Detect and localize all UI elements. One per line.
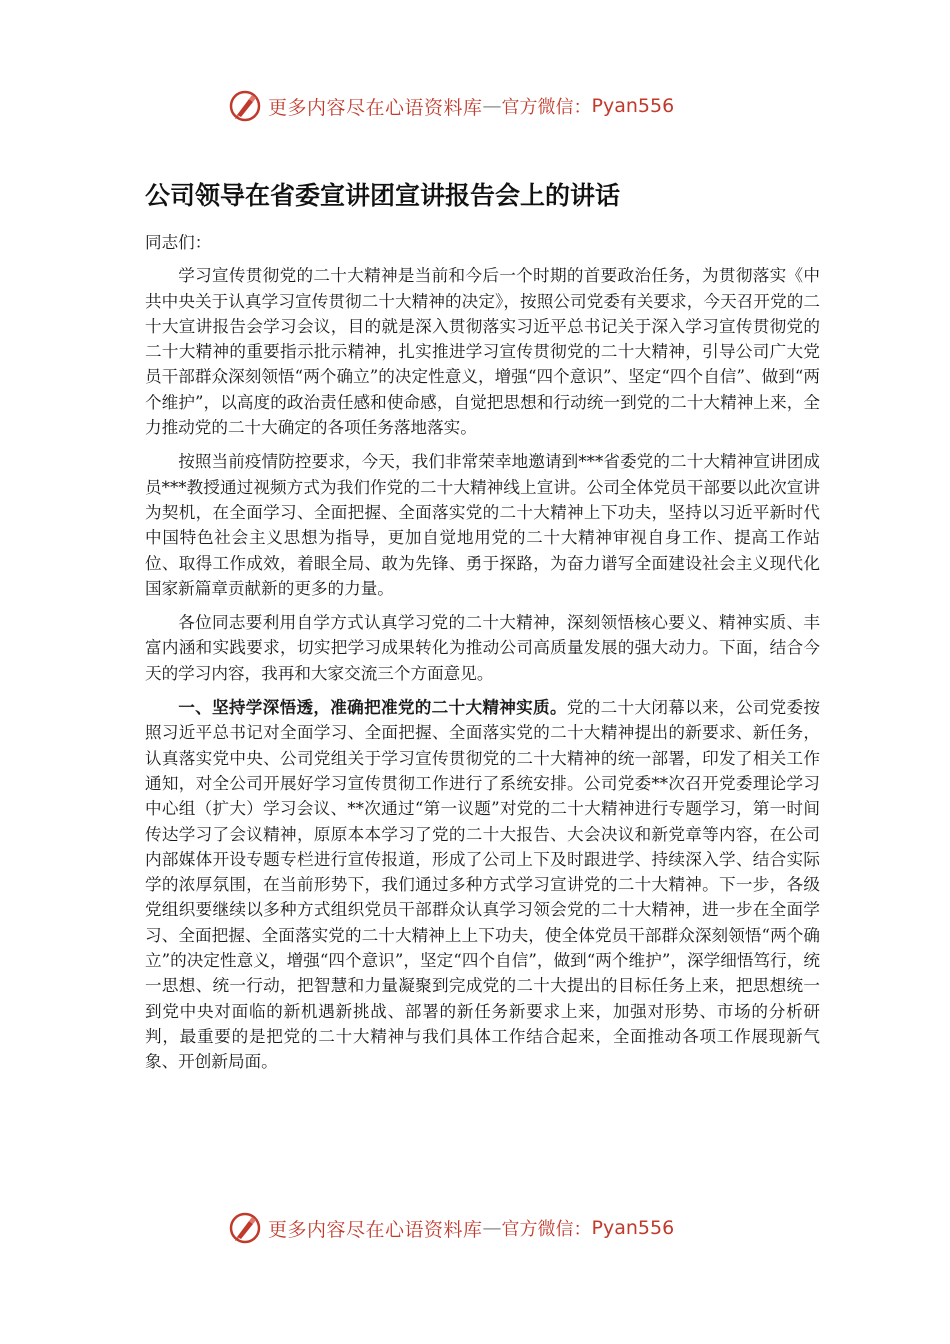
document-title: 公司领导在省委宣讲团宣讲报告会上的讲话 [145, 181, 621, 210]
banner-separator: — [482, 95, 502, 117]
pen-nib-icon [228, 1211, 262, 1245]
banner-wechat-id: Pyan556 [591, 95, 675, 117]
banner-separator: — [482, 1217, 502, 1239]
section-one-paragraph [145, 695, 820, 1074]
salutation: 同志们： [145, 233, 212, 252]
banner-wechat-label: 官方微信： [501, 97, 592, 118]
banner-wechat-id: Pyan556 [591, 1217, 675, 1239]
banner-brand-text: 更多内容尽在心语资料库 [268, 1218, 483, 1241]
footer-banner [228, 1208, 728, 1248]
banner-wechat-label: 官方微信： [501, 1219, 592, 1240]
paragraph-1: 学习宣传贯彻党的二十大精神是当前和今后一个时期的首要政治任务，为贯彻落实《中共中央关于认真学习宣传贯彻二十大精神的决定》，按照公司党委有关要求，今天召开党的二十大宣讲报告会学习会议，目的就是深入贯彻落实习近平总书记关于深入学习宣传贯彻党的二十大精神的重要指示批示精神，扎实推进学习宣传贯彻党的二十大精神，引导公司广大党员干部群众深刻领悟“两个确立”的决定性意义，增强“四个意识”、坚定“四个自信”、做到“两个维护”，以高度的政治责任感和使命感，自觉把思想和行动统一到党的二十大精神上来，全力推动党的二十大确定的各项任务落地落实。 [145, 266, 820, 438]
pen-nib-icon [228, 89, 262, 123]
paragraph-3: 各位同志要利用自学方式认真学习党的二十大精神，深刻领悟核心要义、精神实质、丰富内涵和实践要求，切实把学习成果转化为推动公司高质量发展的强大动力。下面，结合今天的学习内容，我再和大家交流三个方面意见。 [145, 613, 820, 683]
banner-brand-text: 更多内容尽在心语资料库 [268, 96, 483, 119]
paragraph-2: 按照当前疫情防控要求，今天，我们非常荣幸地邀请到***省委党的二十大精神宣讲团成员***教授通过视频方式为我们作党的二十大精神线上宣讲。公司全体党员干部要以此次宣讲为契机，在全面学习、全面把握、全面落实党的二十大精神上下功夫，坚持以习近平新时代中国特色社会主义思想为指导，更加自觉地用党的二十大精神审视自身工作、提高工作站位、取得工作成效，着眼全局、敢为先锋、勇于探路，为奋力谱写全面建设社会主义现代化国家新篇章贡献新的更多的力量。 [145, 452, 820, 598]
section-one-heading: 一、坚持学深悟透，准确把准党的二十大精神实质。 [178, 697, 567, 718]
section-one-body: 党的二十大闭幕以来，公司党委按照习近平总书记对全面学习、全面把握、全面落实党的二十大精神提出的新要求、新任务，认真落实党中央、公司党组关于学习宣传贯彻党的二十大精神的统一部署，印发了相关工作通知，对全公司开展好学习宣传贯彻工作进行了系统安排。公司党委**次召开党委理论学习中心组（扩大）学习会议、**次通过“第一议题”对党的二十大精神进行专题学习，第一时间传达学习了会议精神，原原本本学习了党的二十大报告、大会决议和新党章等内容，在公司内部媒体开设专题专栏进行宣传报道，形成了公司上下及时跟进学、持续深入学、结合实际学的浓厚氛围，在当前形势下，我们通过多种方式学习宣讲党的二十大精神。下一步，各级党组织要继续以多种方式组织党员干部群众认真学习领会党的二十大精神，进一步在全面学习、全面把握、全面落实党的二十大精神上上下功夫，使全体党员干部群众深刻领悟“两个确立”的决定性意义，增强“四个意识”，坚定“四个自信”，做到“两个维护”，深学细悟笃行，统一思想、统一行动，把智慧和力量凝聚到完成党的二十大提出的目标任务上来，把思想统一到党中央对面临的新机遇新挑战、部署的新任务新要求上来，加强对形势、市场的分析研判，最重要的是把党的二十大精神与我们具体工作结合起来，全面推动各项工作展现新气象、开创新局面。 [145, 698, 821, 1072]
header-banner [228, 86, 728, 126]
document-body [145, 230, 820, 1084]
